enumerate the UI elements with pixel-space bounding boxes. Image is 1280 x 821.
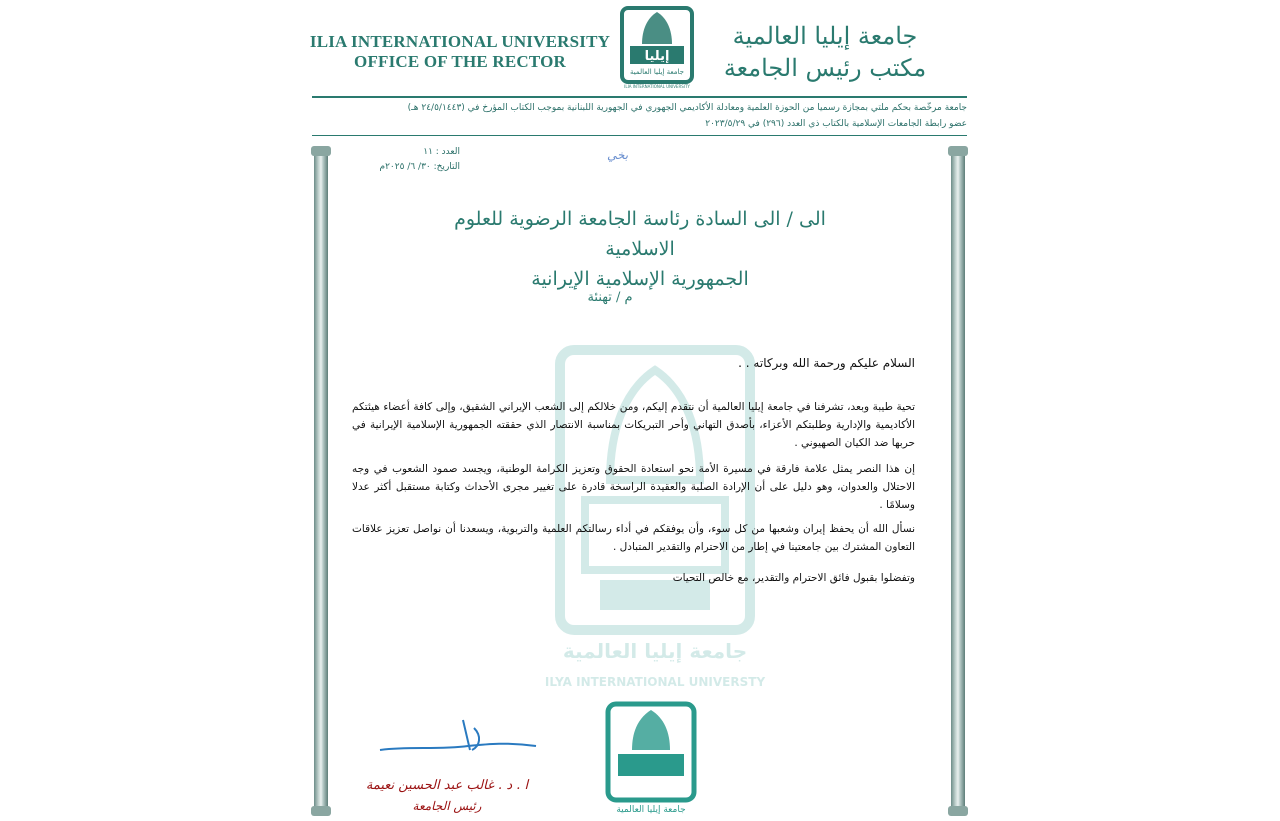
- subject-line: م / تهنئة: [587, 290, 633, 305]
- header-divider: [312, 96, 967, 98]
- signer-title: رئيس الجامعة: [412, 799, 482, 813]
- reference-number: العدد : ١١: [423, 147, 460, 157]
- logo-subtext: جامعة إيليا العالمية: [630, 68, 684, 76]
- watermark-english: ILYA INTERNATIONAL UNIVERSTY: [544, 675, 766, 689]
- letter-closing: وتفضلوا بقبول فائق الاحترام والتقدير، مع خالص التحيات: [672, 572, 915, 584]
- university-arabic-name: [710, 20, 940, 84]
- initials-mark: بخي: [607, 148, 629, 162]
- left-pillar-ornament: [314, 146, 328, 816]
- license-line-2: عضو رابطة الجامعات الإسلامية بالكتاب ذي العدد (٢٩٦) في ٢٠٢٣/٥/٢٩: [705, 119, 967, 129]
- stamp-text: جامعة إيليا العالمية: [616, 805, 686, 815]
- logo-mark-text: إيليا: [644, 49, 670, 64]
- letter-paragraph-2: إن هذا النصر يمثل علامة فارقة في مسيرة الأمة نحو استعادة الحقوق وتعزيز الكرامة الوطنية، ويجسد صمود الشعوب في وجه الاحتلال والعدوان، وهو دليل على أن الإرادة الصلبة والعقيدة الراسخة قادرة على تغيير مجرى الأحداث وكتابة مستقبل أكثر عدلا وسلامًا .: [352, 463, 915, 511]
- university-logo: [612, 4, 702, 90]
- addressee-block: [420, 204, 860, 294]
- university-name-ar: جامعة إيليا العالمية: [732, 22, 918, 50]
- license-statement: [312, 100, 967, 132]
- addressee-line-1: الى / الى السادة رئاسة الجامعة الرضوية للعلوم الاسلامية: [454, 208, 826, 260]
- logo-english: ILIA INTERNATIONAL UNIVERSITY: [624, 84, 690, 89]
- right-pillar-ornament: [951, 146, 965, 816]
- reference-date: التاريخ: ٣٠/ ٦/ ٢٠٢٥م: [379, 162, 460, 172]
- letter-paragraph-3: نسأل الله أن يحفظ إيران وشعبها من كل سوء، وأن يوفقكم في أداء رسالتكم العلمية والتربوية، ويسعدنا أن نواصل تعزيز علاقات التعاون المشترك بين جامعتينا في إطار من الاحترام والتقدير المتبادل .: [352, 523, 915, 553]
- office-name-ar: مكتب رئيس الجامعة: [723, 54, 927, 82]
- watermark-arabic: جامعة إيليا العالمية: [562, 639, 748, 663]
- university-name-en: ILIA INTERNATIONAL UNIVERSITY: [309, 32, 611, 51]
- letter-greeting: السلام عليكم ورحمة الله وبركاته . .: [738, 356, 915, 370]
- office-name-en: OFFICE OF THE RECTOR: [354, 52, 566, 71]
- license-line-1: جامعة مرخّصة بحكم ملتي بمجازة رسميا من الحوزة العلمية ومعادلة الأكاديمي الجهوري في الجهورية اللبنانية بموجب الكتاب المؤرخ في (٢٤/٥/١٤٤٣ هـ): [407, 103, 967, 113]
- letter-paragraph-1: تحية طيبة وبعد، تشرفنا في جامعة إيليا العالمية أن نتقدم إليكم، ومن خلالكم إلى الشعب الإيراني الشقيق، وإلى كافة أعضاء هيئتكم الأكاديمية والإدارية وطلبتكم الأعزاء، بأصدق التهاني وأحر التبريكات بمناسبة الانتصار الذي حققته الجمهورية الإسلامية الإيرانية في حربها ضد الكيان الصهيوني .: [352, 401, 915, 449]
- signer-name: ا . د . غالب عبد الحسين نعيمة: [365, 778, 529, 793]
- university-english-name: [300, 32, 620, 72]
- license-divider: [312, 135, 967, 136]
- signature-scrawl: [378, 716, 538, 760]
- addressee-line-2: الجمهورية الإسلامية الإيرانية: [531, 268, 749, 290]
- university-stamp: [596, 698, 706, 818]
